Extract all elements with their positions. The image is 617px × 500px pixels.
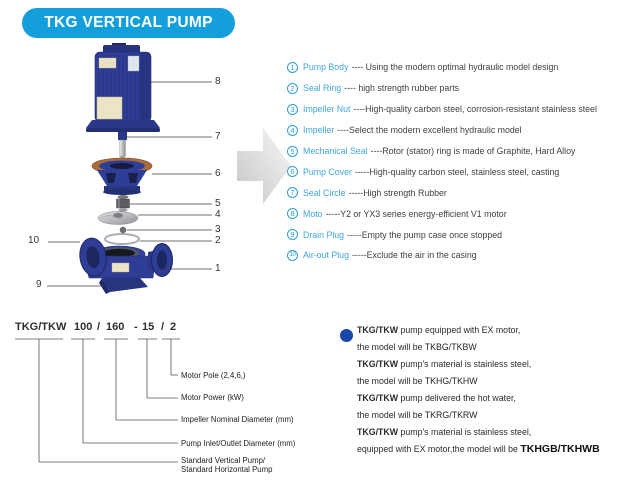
brand-text: TKG/TKW xyxy=(357,427,399,437)
note-line xyxy=(357,407,607,424)
part-list-item xyxy=(287,99,613,120)
part-name: Seal Ring xyxy=(303,83,342,94)
parts-list xyxy=(287,57,613,266)
part-description: ----High-quality carbon steel, corrosion-resistant stainless steel xyxy=(353,104,597,115)
part-number-badge: 6 xyxy=(287,166,298,177)
callout-2: 2 xyxy=(215,235,221,246)
part-number-badge: 10 xyxy=(287,250,298,261)
brand-text: TKG/TKW xyxy=(357,393,399,403)
label-motor-power: Motor Power (kW) xyxy=(181,393,244,402)
motor-graphic xyxy=(86,43,160,132)
note-line xyxy=(357,441,607,458)
part-description: -----Empty the pump case once stopped xyxy=(347,229,503,240)
part-name: Mechanical Seal xyxy=(303,146,368,156)
part-list-item xyxy=(287,182,613,203)
part-list-item xyxy=(287,203,613,224)
callout-1: 1 xyxy=(215,263,221,274)
model-name: TKRG/TKRW xyxy=(424,410,478,420)
part-number-badge: 5 xyxy=(287,146,298,157)
part-name: Drain Plug xyxy=(303,229,345,240)
part-list-item xyxy=(287,57,613,78)
mechanical-seal-graphic xyxy=(117,195,130,212)
part-description: ----Select the modern excellent hydraulic model xyxy=(337,125,522,136)
callout-3: 3 xyxy=(215,224,221,235)
note-text: pump's material is stainless steel, xyxy=(398,359,532,369)
part-description: -----Exclude the air in the casing xyxy=(351,250,477,261)
part-name: Pump Body xyxy=(303,62,349,73)
impeller-graphic xyxy=(98,212,138,225)
callout-4: 4 xyxy=(215,209,221,220)
part-description: -----High strength Rubber xyxy=(348,187,447,198)
callout-8: 8 xyxy=(215,76,221,87)
part-number-badge: 4 xyxy=(287,125,298,136)
note-line xyxy=(357,390,607,407)
model-code-impeller: 160 xyxy=(106,321,125,333)
arrow-right-graphic xyxy=(237,127,293,207)
brand-text: TKG/TKW xyxy=(357,359,399,369)
part-list-item xyxy=(287,161,613,182)
model-code-sep3: / xyxy=(161,321,165,333)
note-line xyxy=(357,373,607,390)
seal-ring-graphic xyxy=(105,234,139,244)
callout-10: 10 xyxy=(28,235,40,246)
model-code-pole: 2 xyxy=(170,321,177,333)
model-code-sep2: - xyxy=(134,321,138,333)
part-description: ----Rotor (stator) ring is made of Graphite, Hard Alloy xyxy=(370,146,576,156)
label-standard-horizontal: Standard Horizontal Pump xyxy=(181,465,273,474)
model-code-power: 15 xyxy=(142,321,155,333)
model-code-series: TKG/TKW xyxy=(15,321,67,333)
part-number-badge: 7 xyxy=(287,187,298,198)
part-description: ---- Using the modern optimal hydraulic model design xyxy=(351,62,559,73)
part-list-item xyxy=(287,120,613,141)
label-impeller-diameter: Impeller Nominal Diameter (mm) xyxy=(181,415,294,424)
label-inlet-outlet-diameter: Pump Inlet/Outlet Diameter (mm) xyxy=(181,439,296,448)
model-name: TKHGB/TKHWB xyxy=(520,443,600,455)
model-name: TKBG/TKBW xyxy=(424,342,477,352)
note-text: pump delivered the hot water, xyxy=(398,393,516,403)
part-list-item xyxy=(287,245,613,266)
label-standard-vertical: Standard Vertical Pump/ xyxy=(181,456,266,465)
part-number-badge: 1 xyxy=(287,62,298,73)
note-line xyxy=(357,424,607,441)
note-text: pump equipped with EX motor, xyxy=(398,325,521,335)
impeller-nut-graphic xyxy=(120,227,126,233)
label-motor-pole: Motor Pole (2,4,6,) xyxy=(181,371,246,380)
note-line xyxy=(357,322,607,339)
part-number-badge: 3 xyxy=(287,104,298,115)
part-name: Impeller xyxy=(303,125,335,136)
pump-exploded-diagram xyxy=(25,42,235,304)
brand-text: TKG/TKW xyxy=(357,325,399,335)
note-line xyxy=(357,339,607,356)
part-name: Impeller Nut xyxy=(303,104,351,115)
note-text: the model will be xyxy=(357,376,425,386)
part-list-item xyxy=(287,141,613,162)
part-name: Seal Circle xyxy=(303,187,346,198)
part-number-badge: 2 xyxy=(287,83,298,94)
note-line xyxy=(357,356,607,373)
part-number-badge: 9 xyxy=(287,229,298,240)
model-code-inlet: 100 xyxy=(74,321,93,333)
part-name: Air-out Plug xyxy=(303,250,349,261)
model-name: TKHG/TKHW xyxy=(424,376,478,386)
callout-9: 9 xyxy=(36,279,42,290)
part-list-item xyxy=(287,78,613,99)
note-text: pump's material is stainless steel, xyxy=(398,427,532,437)
note-text: the model will be xyxy=(357,410,425,420)
note-text: the model will be xyxy=(357,342,425,352)
part-name: Pump Cover xyxy=(303,166,352,177)
part-name: Moto xyxy=(303,208,323,219)
part-number-badge: 8 xyxy=(287,208,298,219)
part-description: -----High-quality carbon steel, stainless steel, casting xyxy=(354,166,560,177)
callout-6: 6 xyxy=(215,168,221,179)
part-description: ---- high strength rubber parts xyxy=(344,83,460,94)
page-title: TKG VERTICAL PUMP xyxy=(22,8,235,38)
callout-7: 7 xyxy=(215,131,221,142)
bullet-icon xyxy=(340,329,353,342)
callout-5: 5 xyxy=(215,198,221,209)
note-text: equipped with EX motor,the model will be xyxy=(357,444,521,454)
pump-cover-graphic xyxy=(92,158,152,195)
model-code-sep1: / xyxy=(97,321,101,333)
pump-body-graphic xyxy=(77,236,172,294)
part-list-item xyxy=(287,224,613,245)
part-description: -----Y2 or YX3 series energy-efficient V1 motor xyxy=(325,208,507,219)
model-variant-notes xyxy=(357,322,607,458)
